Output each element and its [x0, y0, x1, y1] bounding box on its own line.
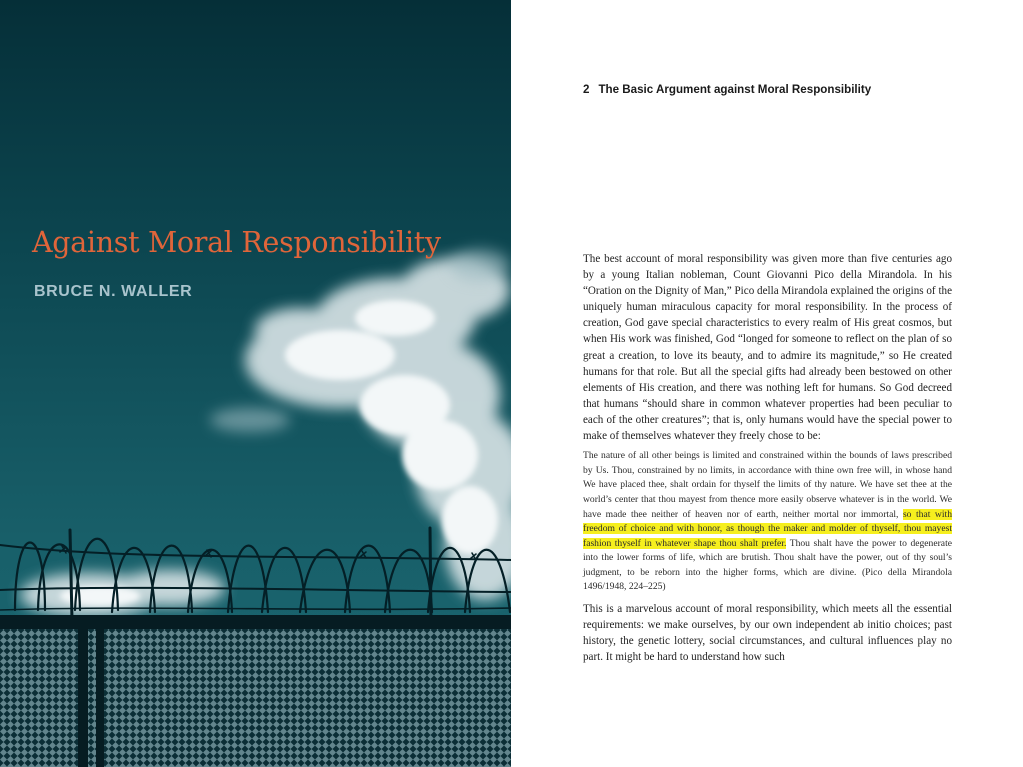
- quote-text-after: Thou shalt have the power to degenerate into the lower forms of life, which are brutish. Thou shalt have the power, out of thy soul’s judgment, to be reborn into the higher forms, which are divine. (Pico della Mirandola 1496/1948, 224–225): [583, 537, 952, 593]
- block-quote: [583, 449, 952, 595]
- chain-link-fence: [0, 615, 511, 767]
- book-cover: [0, 0, 511, 767]
- text-page: [511, 0, 1023, 767]
- cover-title: Against Moral Responsibility: [32, 226, 441, 259]
- chapter-title: The Basic Argument against Moral Responsibility: [598, 83, 872, 96]
- body-text: [583, 251, 952, 665]
- paragraph-intro: The best account of moral responsibility was given more than five centuries ago by a young Italian nobleman, Count Giovanni Pico della Mirandola. In his “Oration on the Dignity of Man,” Pico della Mirandola explained the origins of the uniquely human miraculous capacity for moral responsibility. In the process of creation, God gave special characteristics to every realm of His great cosmos, but when His work was finished, God “longed for someone to reflect on the plan of so great a creation, to love its beauty, and to admire its magnitude,” so He created humans for that role. But all the special gifts had already been bestowed on other elements of His creation, and there was nothing left for humans. So God decreed that humans “should share in common whatever properties had been peculiar to each of the other creatures”; that is, only humans would have the special power to make of themselves whatever they freely chose to be:: [583, 253, 952, 443]
- page-number: 2: [583, 83, 590, 96]
- running-head: [583, 83, 871, 96]
- quote-text-before: The nature of all other beings is limited and constrained within the bounds of laws prescribed by Us. Thou, constrained by no limits, in accordance with thine own free will, in whose hand We have placed thee, shalt ordain for thyself the limits of thy nature. We have set thee at the world’s center that thou mayest from thence more easily observe whatever is in the world. We have made thee neither of heaven nor of earth, neither mortal nor immortal,: [583, 450, 952, 520]
- cover-photo-sky-barbed-wire: [0, 0, 511, 767]
- paragraph-continuation: This is a marvelous account of moral responsibility, which meets all the essential requirements: we make ourselves, by our own independent ab initio choices; past history, the genetic lottery, social circumstances, and cultural influences play no part. It might be hard to understand how such: [583, 603, 952, 664]
- highlighted-quote-text: so that with freedom of choice and with honor, as though the maker and molder of thyself, thou mayest fashion thyself in whatever shape thou shalt prefer.: [583, 508, 952, 549]
- cover-author: BRUCE N. WALLER: [34, 283, 193, 300]
